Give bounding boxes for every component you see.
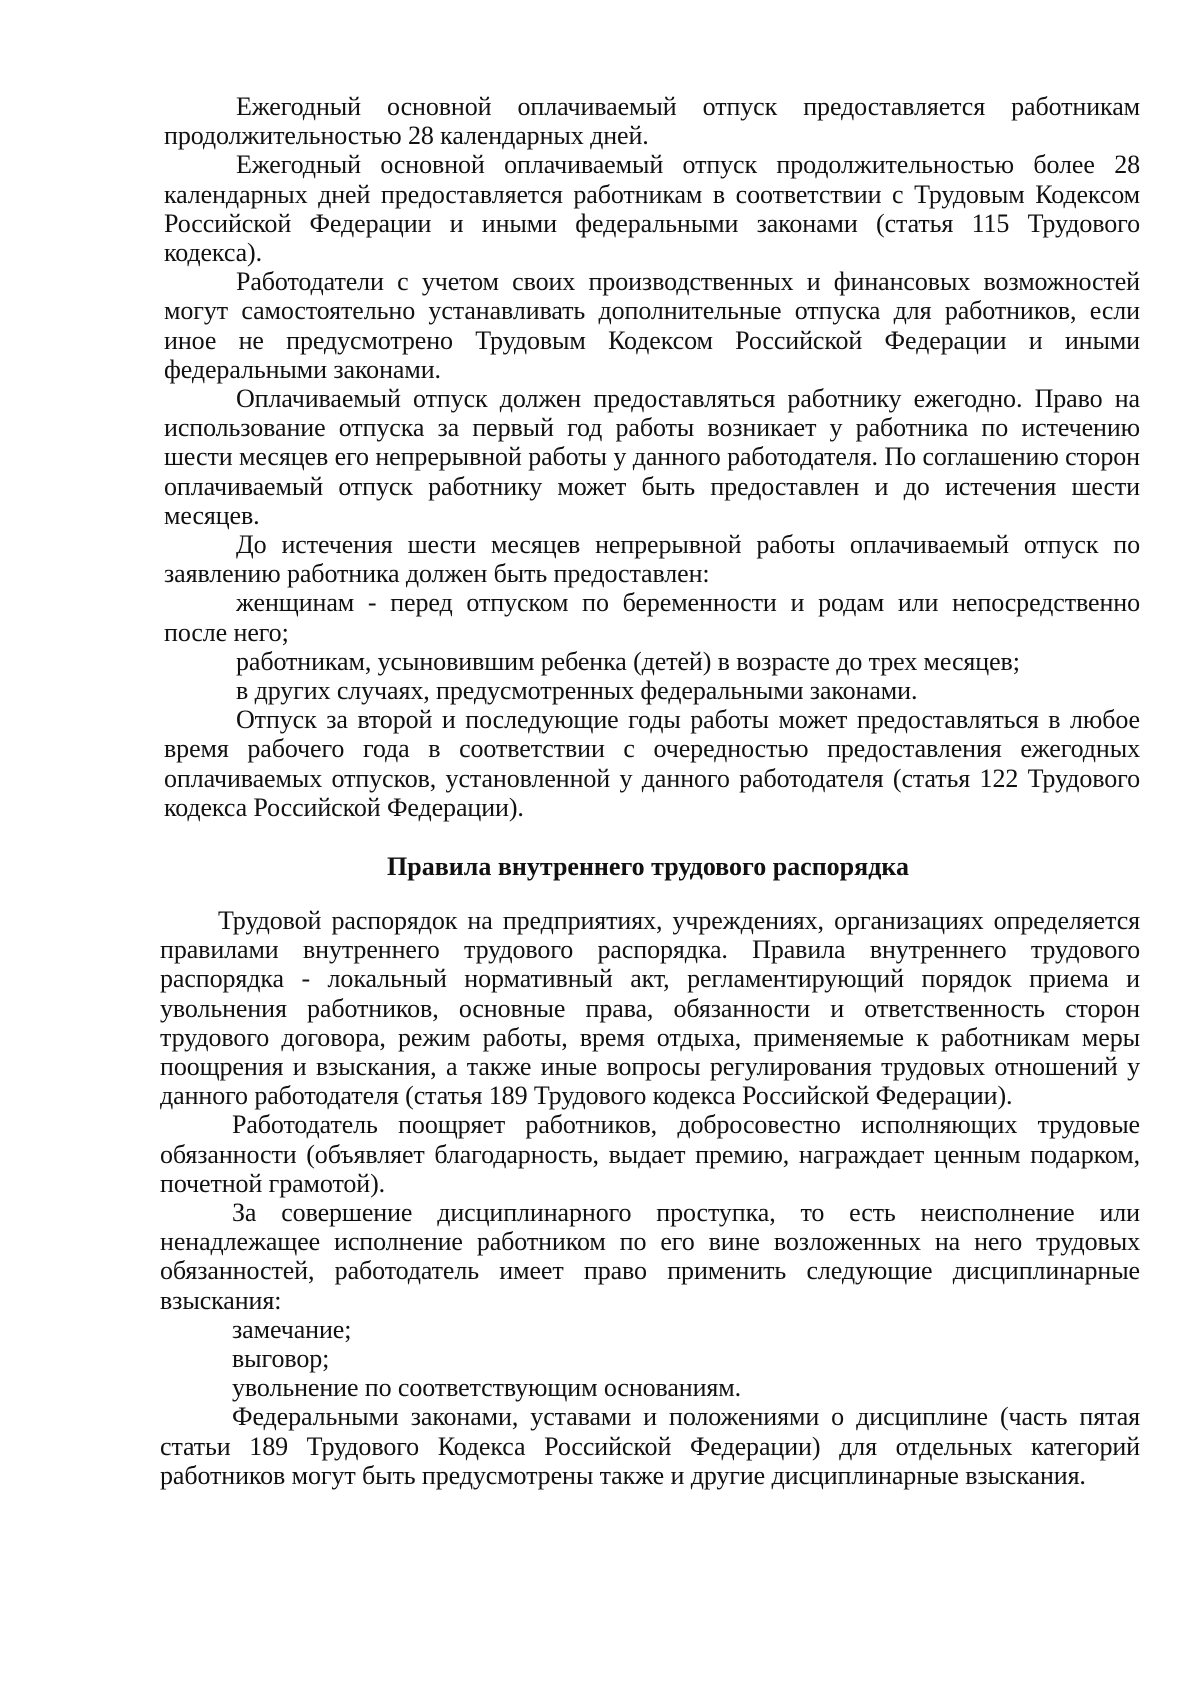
paragraph: Федеральными законами, уставами и положениями о дисциплине (часть пятая статьи 189 Трудового Кодекса Российской Федерации) для отдельных категорий работников могут быть предусмотрены также и другие дисциплинарные взыскания. <box>160 1402 1140 1490</box>
paragraph: Отпуск за второй и последующие годы работы может предоставляться в любое время рабочего года в соответствии с очередностью предоставления ежегодных оплачиваемых отпусков, установленной у данного работодателя (статья 122 Трудового кодекса Российской Федерации). <box>164 705 1140 822</box>
paragraph: Ежегодный основной оплачиваемый отпуск продолжительностью более 28 календарных дней предоставляется работникам в соответствии с Трудовым Кодексом Российской Федерации и иными федеральными законами (статья 115 Трудового кодекса). <box>164 150 1140 268</box>
list-item: замечание; <box>232 1314 352 1344</box>
list-item: в других случаях, предусмотренных федеральными законами. <box>236 676 918 706</box>
list-item: работникам, усыновившим ребенка (детей) в возрасте до трех месяцев; <box>236 646 1020 676</box>
work-rules-section <box>160 906 1140 1490</box>
paragraph: Оплачиваемый отпуск должен предоставляться работнику ежегодно. Право на использование отпуска за первый год работы возникает у работника по истечению шести месяцев его непрерывной работы у данного работодателя. По соглашению сторон оплачиваемый отпуск работнику может быть предоставлен и до истечения шести месяцев. <box>164 384 1140 530</box>
paragraph: Работодатель поощряет работников, добросовестно исполняющих трудовые обязанности (объявляет благодарность, выдает премию, награждает ценным подарком, почетной грамотой). <box>160 1110 1140 1198</box>
list-item: увольнение по соответствующим основаниям. <box>232 1373 742 1403</box>
vacation-section <box>164 92 1140 822</box>
paragraph: За совершение дисциплинарного проступка, то есть неисполнение или ненадлежащее исполнение работником по его вине возложенных на него трудовых обязанностей, работодатель имеет право применить следующие дисциплинарные взыскания: <box>160 1198 1140 1315</box>
section-heading: Правила внутреннего трудового распорядка <box>387 852 909 881</box>
paragraph: Трудовой распорядок на предприятиях, учреждениях, организациях определяется правилами внутреннего трудового распорядка. Правила внутреннего трудового распорядка - локальный нормативный акт, регламентирующий порядок приема и увольнения работников, основные права, обязанности и ответственность сторон трудового договора, режим работы, время отдыха, применяемые к работникам меры поощрения и взыскания, а также иные вопросы регулирования трудовых отношений у данного работодателя (статья 189 Трудового кодекса Российской Федерации). <box>160 906 1140 1111</box>
list-item: выговор; <box>232 1344 330 1374</box>
paragraph: До истечения шести месяцев непрерывной работы оплачиваемый отпуск по заявлению работника должен быть предоставлен: <box>164 530 1140 589</box>
list-item: женщинам - перед отпуском по беременности и родам или непосредственно после него; <box>164 588 1140 647</box>
paragraph: Ежегодный основной оплачиваемый отпуск предоставляется работникам продолжительностью 28 календарных дней. <box>164 92 1140 151</box>
paragraph: Работодатели с учетом своих производственных и финансовых возможностей могут самостоятельно устанавливать дополнительные отпуска для работников, если иное не предусмотрено Трудовым Кодексом Российской Федерации и иными федеральными законами. <box>164 267 1140 384</box>
